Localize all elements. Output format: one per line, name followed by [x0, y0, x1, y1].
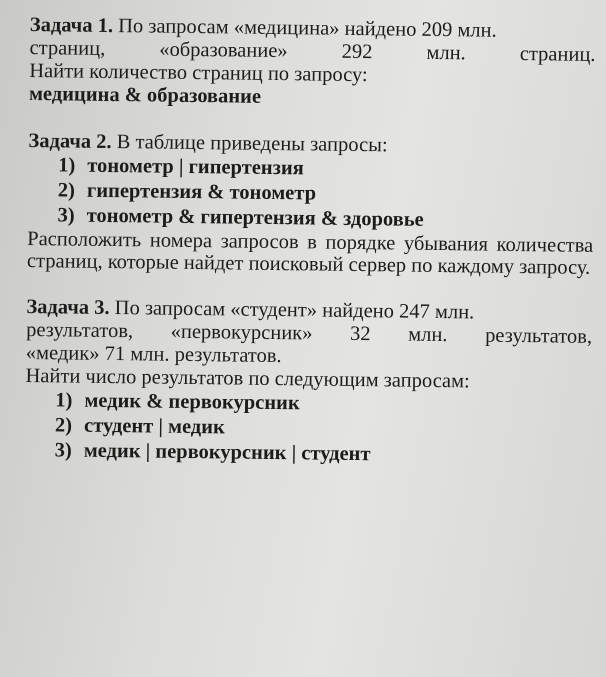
task-2-intro: В таблице приведены запросы:: [116, 131, 388, 157]
task-1-word: «образование»: [159, 38, 288, 63]
task-2-label: Задача 2.: [28, 129, 112, 154]
item-text: тонометр | гипертензия: [87, 154, 304, 180]
item-number: 1): [58, 154, 76, 177]
task-2-description: Расположить номера запросов в порядке убывания количества страниц, которые найдет поисковый сервер по каждому запросу.: [26, 227, 594, 279]
task-3-word: 32: [349, 322, 371, 346]
item-text: тонометр & гипертензия & здоровье: [86, 204, 424, 231]
item-text: студент | медик: [83, 414, 225, 439]
task-1-word: страниц,: [29, 36, 106, 60]
item-text: медик & первокурсник: [84, 389, 300, 415]
item-text: медик | первокурсник | студент: [83, 439, 371, 466]
task-3-word: результатов,: [485, 324, 593, 348]
task-1-word: млн.: [426, 41, 466, 65]
task-3-word: результатов,: [26, 318, 134, 343]
task-3-instruction: Найти число результатов по следующим запросам:: [25, 364, 470, 393]
task-1-word: страниц.: [519, 42, 596, 66]
task-1: [29, 14, 596, 113]
task-1-query: медицина & образование: [28, 82, 262, 108]
task-3-statement: По запросам «студент» найдено 247 млн.: [114, 297, 475, 324]
task-3: [25, 296, 593, 470]
item-text: гипертензия & тонометр: [86, 179, 317, 205]
task-3-word: млн.: [408, 323, 448, 347]
task-3-word: «первокурсник»: [170, 320, 313, 345]
item-number: 3): [57, 204, 75, 227]
item-number: 3): [54, 439, 72, 462]
item-number: 2): [57, 179, 76, 202]
item-number: 2): [54, 414, 73, 437]
task-3-label: Задача 3.: [26, 295, 110, 319]
task-1-label: Задача 1.: [29, 14, 114, 38]
task-3-line-3: «медик» 71 млн. результатов.: [25, 341, 282, 368]
task-1-word: 292: [341, 40, 373, 64]
document-page: [24, 14, 596, 494]
task-2: [27, 130, 595, 279]
task-1-statement: По запросам «медицина» найдено 209 млн.: [118, 15, 497, 42]
item-number: 1): [55, 389, 73, 412]
task-1-instruction: Найти количество страниц по запросу:: [29, 59, 368, 87]
